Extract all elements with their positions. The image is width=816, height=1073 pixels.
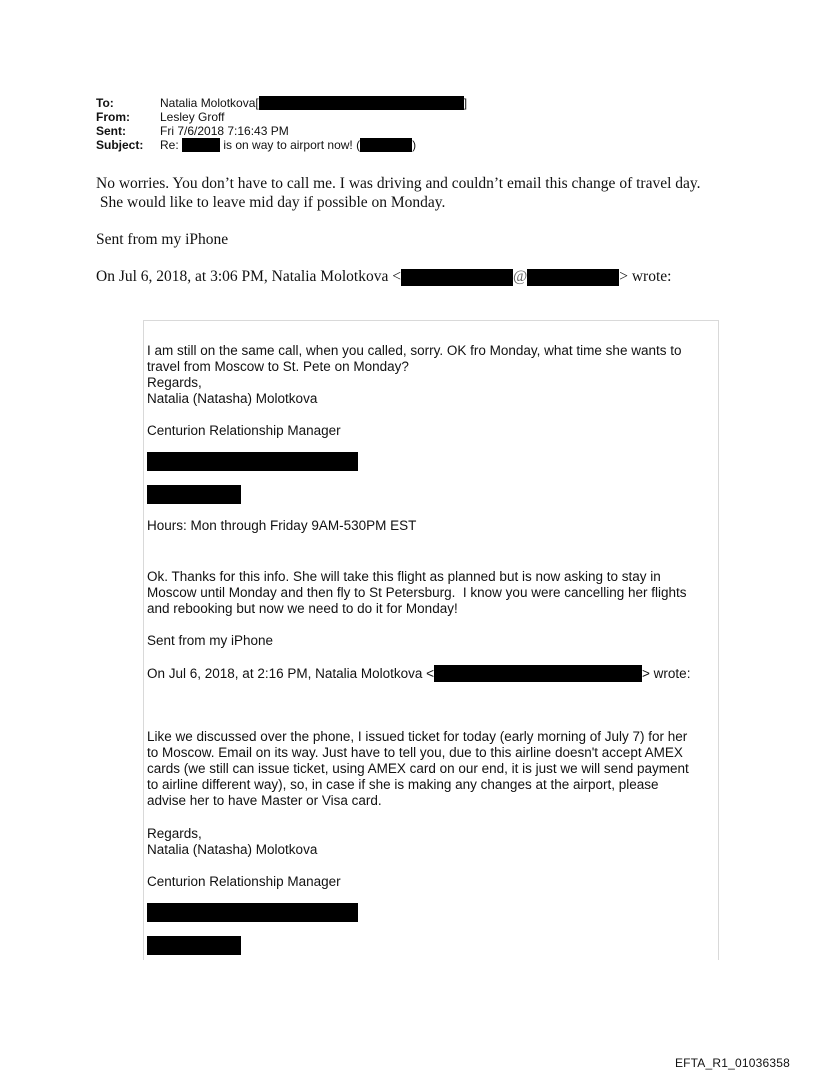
subject-middle: is on way to airport now! ( (223, 138, 361, 152)
redaction-box (401, 269, 513, 286)
msg3-intro-prefix: On Jul 6, 2018, at 2:16 PM, Natalia Molotkova < (147, 665, 435, 681)
msg2-line-2: Moscow until Monday and then fly to St Petersburg. I know you were cancelling her flights (147, 585, 687, 600)
redaction-box (182, 138, 220, 152)
to-row (96, 96, 467, 110)
redaction-box (259, 96, 464, 110)
redaction-box (360, 138, 412, 152)
document-id: EFTA_R1_01036358 (674, 1056, 790, 1070)
redaction-box (147, 452, 358, 471)
msg3-signature-block (147, 826, 717, 858)
msg3-regards: Regards, (147, 826, 202, 841)
reply-line-2: She would like to leave mid day if possible on Monday. (96, 194, 446, 211)
msg1-body (147, 343, 717, 407)
hours-text: Hours: Mon through Friday 9AM-530PM EST (147, 518, 417, 533)
from-label: From: (96, 110, 130, 124)
msg3-body (147, 729, 717, 809)
to-label: To: (96, 96, 114, 110)
quote-intro-prefix: On Jul 6, 2018, at 3:06 PM, Natalia Molotkova < (96, 268, 401, 285)
redaction-box (527, 269, 619, 286)
msg3-intro (147, 665, 717, 682)
msg1-line-2: travel from Moscow to St. Pete on Monday? (147, 359, 409, 374)
reply-body (96, 174, 736, 286)
msg3-line-4: to airline different way), so, in case if she is making any changes at the airport, please (147, 777, 659, 792)
quote-intro-at: @ (512, 268, 528, 285)
redaction-box (147, 903, 358, 922)
msg1-regards: Regards, (147, 375, 202, 390)
quote-intro (96, 267, 736, 286)
sent-label: Sent: (96, 124, 126, 138)
to-value (160, 96, 467, 110)
reply-signature: Sent from my iPhone (96, 231, 229, 248)
msg3-intro-suffix: > wrote: (642, 665, 691, 681)
msg1-line-1: I am still on the same call, when you called, sorry. OK fro Monday, what time she wants to (147, 343, 682, 358)
msg1-sender-title: Centurion Relationship Manager (147, 423, 341, 438)
from-row (96, 110, 467, 124)
sent-value: Fri 7/6/2018 7:16:43 PM (160, 124, 289, 138)
quote-intro-suffix: > wrote: (619, 268, 672, 285)
msg2-signature: Sent from my iPhone (147, 633, 274, 648)
msg2-line-3: and rebooking but now we need to do it for Monday! (147, 601, 458, 616)
msg3-line-3: cards (we still can issue ticket, using AMEX card on our end, it is just we will send payment (147, 761, 689, 776)
msg1-sender-name: Natalia (Natasha) Molotkova (147, 391, 318, 406)
msg3-line-5: advise her to have Master or Visa card. (147, 793, 382, 808)
msg3-line-2: to Moscow. Email on its way. Just have to tell you, due to this airline doesn't accept AMEX (147, 745, 683, 760)
sent-row (96, 124, 467, 138)
redaction-box (434, 665, 642, 682)
redaction-box (147, 485, 241, 504)
msg2-line-1: Ok. Thanks for this info. She will take this flight as planned but is now asking to stay in (147, 569, 661, 584)
email-header (96, 96, 467, 152)
msg2-body (147, 569, 717, 617)
subject-close: ) (412, 138, 417, 152)
subject-value (160, 138, 416, 152)
subject-label: Subject: (96, 138, 144, 152)
subject-row (96, 138, 467, 152)
from-value: Lesley Groff (160, 110, 225, 124)
msg3-line-1: Like we discussed over the phone, I issued ticket for today (early morning of July 7) for her (147, 729, 688, 744)
msg3-sender-title: Centurion Relationship Manager (147, 874, 341, 889)
to-close-bracket: ] (463, 96, 468, 110)
redaction-box (147, 936, 241, 955)
subject-prefix: Re: (160, 138, 179, 152)
msg3-sender-name: Natalia (Natasha) Molotkova (147, 842, 318, 857)
reply-line-1: No worries. You don’t have to call me. I was driving and couldn’t email this change of travel day. (96, 175, 701, 192)
to-name: Natalia Molotkova[ (160, 96, 259, 110)
